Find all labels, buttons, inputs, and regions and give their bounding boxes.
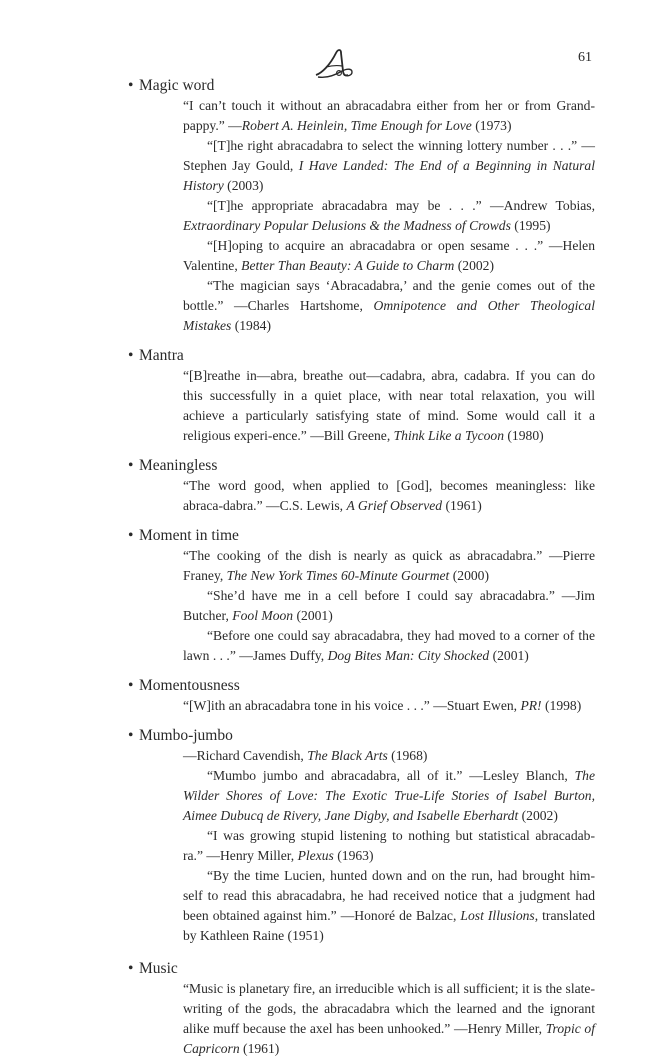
quotation — [183, 626, 595, 666]
entry-term-label: Meaningless — [139, 457, 218, 474]
bullet-icon: • — [128, 727, 134, 744]
quote-text: “[T]he right abracadabra to select the winning lottery number . . .” —Stephen Jay Gould, — [183, 138, 595, 173]
entry-term — [128, 526, 598, 546]
source-year: (2002) — [518, 808, 558, 823]
bullet-icon: • — [128, 527, 134, 544]
source-year: (1984) — [231, 318, 271, 333]
quotation — [183, 546, 595, 586]
quotation — [183, 136, 595, 196]
quote-text: “By the time Lucien, hunted down and on the run, had brought him-self to read this abracadabra, he had received notice that a judgment had been obtained against him.” —Honoré de Balzac, — [183, 868, 595, 923]
quotation — [183, 696, 595, 716]
source-year: (2001) — [489, 648, 529, 663]
source-title: Tropic of Capricorn — [183, 1021, 595, 1056]
quote-text: “The word good, when applied to [God], becomes meaningless: like abraca-dabra.” —C.S. Lewis, — [183, 478, 595, 513]
source-title: Omnipotence and Other Theological Mistakes — [183, 298, 595, 333]
source-title: Dog Bites Man: City Shocked — [327, 648, 490, 663]
entry-term-label: Mumbo-jumbo — [139, 727, 233, 744]
quotation — [183, 196, 595, 236]
source-year: (1963) — [333, 848, 374, 863]
quote-text: “The cooking of the dish is nearly as quick as abracadabra.” —Pierre Franey, — [183, 548, 595, 583]
source-year: (1998) — [541, 698, 582, 713]
quotation — [183, 586, 595, 626]
source-title: Plexus — [297, 848, 334, 863]
entry-section — [128, 456, 598, 516]
entry-section — [128, 526, 598, 666]
quotation — [183, 826, 595, 866]
source-year: (1980) — [504, 428, 544, 443]
quote-text: “[W]ith an abracadabra tone in his voice . . .” —Stuart Ewen, — [183, 698, 521, 713]
quote-text: “[T]he appropriate abracadabra may be . . .” —Andrew Tobias, — [207, 198, 595, 213]
source-title: I Have Landed: The End of a Beginning in Natural History — [183, 158, 595, 193]
quote-text: —Richard Cavendish, — [183, 748, 308, 763]
quote-text: “[H]oping to acquire an abracadabra or open sesame . . .” —Helen Valentine, — [183, 238, 595, 273]
source-title: PR! — [520, 698, 542, 713]
quotation — [183, 236, 595, 276]
source-title: Fool Moon — [232, 608, 294, 623]
bullet-icon: • — [128, 77, 134, 94]
source-title: The Black Arts — [307, 748, 388, 763]
quote-text: “The magician says ‘Abracadabra,’ and the genie comes out of the bottle.” —Charles Hartshome, — [183, 278, 595, 313]
entry-section — [128, 676, 598, 716]
entry-section — [128, 959, 598, 1059]
quotation — [183, 366, 595, 446]
bullet-icon: • — [128, 457, 134, 474]
entry-term-label: Momentousness — [139, 677, 240, 694]
entry-section — [128, 346, 598, 446]
entry-section — [128, 726, 598, 946]
entry-term-label: Moment in time — [139, 527, 239, 544]
entry-term-label: Magic word — [139, 77, 215, 94]
entry-term — [128, 346, 598, 366]
entry-term — [128, 726, 598, 746]
bullet-icon: • — [128, 677, 134, 694]
source-year: (1973) — [471, 118, 512, 133]
entry-term — [128, 676, 598, 696]
quotation — [183, 276, 595, 336]
source-year: (2002) — [454, 258, 494, 273]
source-title: Lost Illusions — [460, 908, 535, 923]
quotation — [183, 476, 595, 516]
source-title: Robert A. Heinlein, Time Enough for Love — [241, 118, 472, 133]
entry-term — [128, 959, 598, 979]
quotation — [183, 96, 595, 136]
quote-text: “Before one could say abracadabra, they had moved to a corner of the lawn . . .” —James Duffy, — [183, 628, 595, 663]
bullet-icon: • — [128, 347, 134, 364]
source-year: (2000) — [449, 568, 489, 583]
source-year: (2003) — [223, 178, 264, 193]
source-year: (1961) — [442, 498, 482, 513]
source-title: A Grief Observed — [346, 498, 443, 513]
bullet-icon: • — [128, 960, 134, 977]
quote-text: “Music is planetary fire, an irreducible which is all sufficient; it is the slate-writing of the gods, the abracadabra which the learned and the ignorant alike muff because the axel has been unhooked.” —Henry Miller, — [183, 981, 595, 1036]
entry-term-label: Mantra — [139, 347, 184, 364]
source-year: , translated by Kathleen Raine (1951) — [183, 908, 595, 943]
quote-text: “Mumbo jumbo and abracadabra, all of it.” —Lesley Blanch, — [207, 768, 575, 783]
source-year: (1968) — [387, 748, 428, 763]
source-title: Extraordinary Popular Delusions & the Madness of Crowds — [183, 218, 511, 233]
source-year: (1995) — [510, 218, 551, 233]
entry-term — [128, 76, 598, 96]
source-title: Better Than Beauty: A Guide to Charm — [241, 258, 455, 273]
source-year: (1961) — [239, 1041, 280, 1056]
source-title: Think Like a Tycoon — [393, 428, 504, 443]
entry-term-label: Music — [139, 960, 178, 977]
entry-list — [128, 76, 598, 1059]
source-title: The Wilder Shores of Love: The Exotic True-Life Stories of Isabel Burton, Aimee Dubucq de Rivery, Jane Digby, and Isabelle Eberhardt — [183, 768, 595, 823]
quotation — [183, 979, 595, 1059]
quote-text: “I can’t touch it without an abracadabra either from her or from Grand-pappy.” — — [183, 98, 595, 133]
quotation — [183, 866, 595, 946]
entry-term — [128, 456, 598, 476]
page-number: 61 — [578, 50, 592, 65]
source-year: (2001) — [293, 608, 333, 623]
quotation — [183, 766, 595, 826]
quote-text: “I was growing stupid listening to nothing but statistical abracadab-ra.” —Henry Miller, — [183, 828, 595, 863]
quote-text: “[B]reathe in—abra, breathe out—cadabra, abra, cadabra. If you can do this successfully in a quiet place, with near total relaxation, you will achieve a particularly satisfying state of mind. Some would call it a religious experi-ence.” —Bill Greene, — [183, 368, 595, 443]
source-title: The New York Times 60-Minute Gourmet — [226, 568, 450, 583]
entry-section — [128, 76, 598, 336]
quote-text: “She’d have me in a cell before I could say abracadabra.” —Jim Butcher, — [183, 588, 595, 623]
quotation — [183, 746, 595, 766]
